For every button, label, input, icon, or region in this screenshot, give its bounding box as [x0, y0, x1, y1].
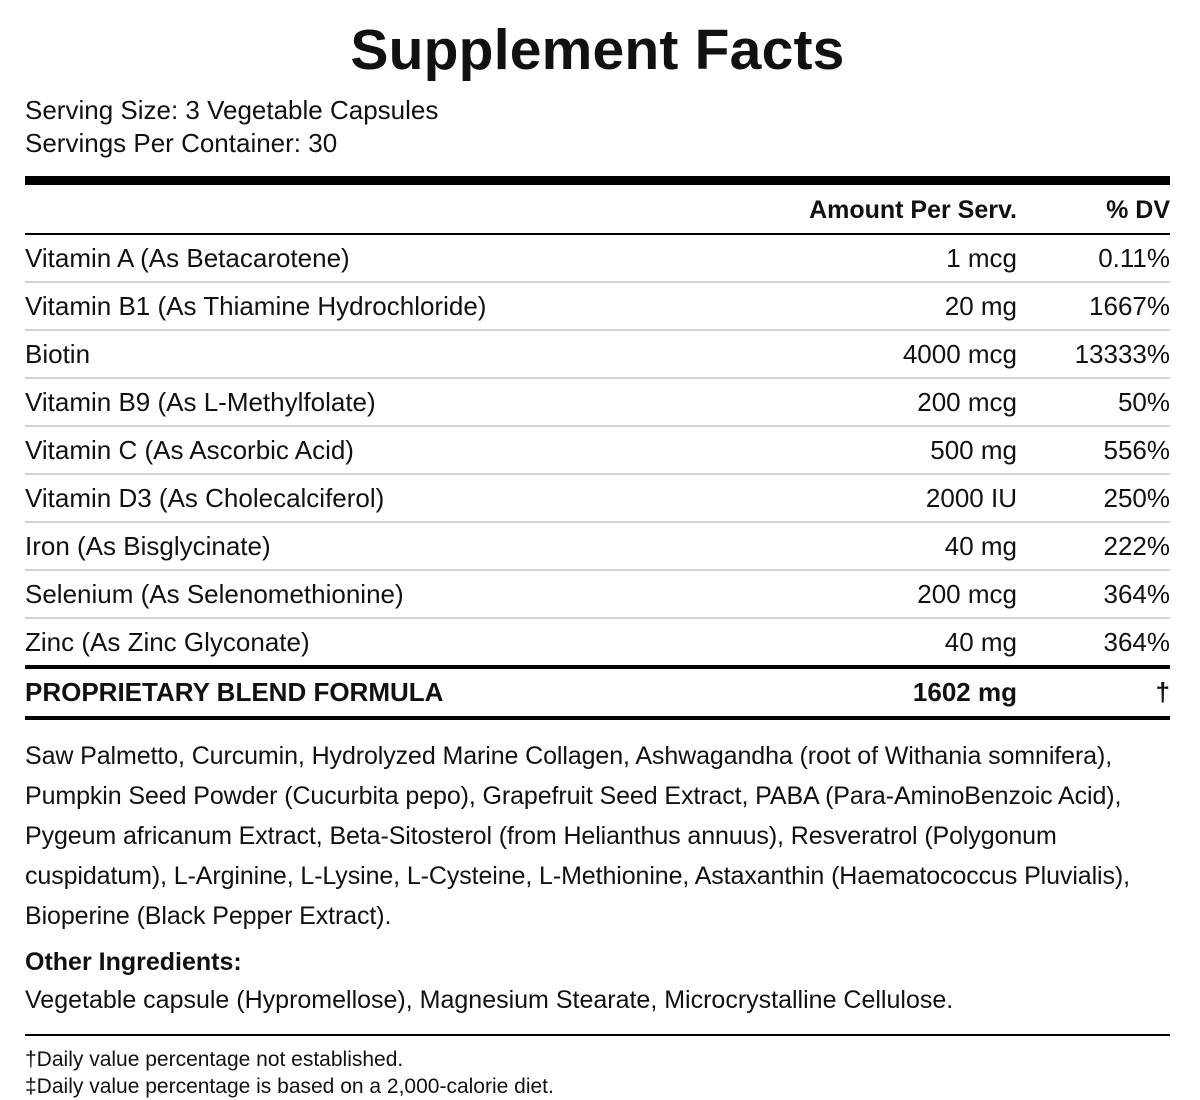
nutrient-dv: 364% — [1103, 626, 1170, 657]
column-header-row — [25, 185, 1170, 233]
nutrient-name: Selenium (As Selenomethionine) — [25, 578, 404, 609]
blend-dv: † — [1155, 677, 1170, 707]
nutrient-name: Iron (As Bisglycinate) — [25, 530, 271, 561]
nutrient-dv: 50% — [1117, 386, 1170, 417]
nutrient-dv: 250% — [1103, 482, 1170, 513]
footnote: ‡Daily value percentage is based on a 2,000-calorie diet. — [25, 1075, 554, 1098]
nutrient-amount: 4000 mcg — [902, 338, 1017, 369]
column-header-amount: Amount Per Serv. — [809, 195, 1017, 224]
blend-ingredients: Saw Palmetto, Curcumin, Hydrolyzed Marine Collagen, Ashwagandha (root of Withania somnifera), Pumpkin Seed Powder (Cucurbita pepo), Grapefruit Seed Extract, PABA (Para-AminoBenzoic Acid), Pygeum africanum Extract, Beta-Sitosterol (from Helianthus annuus), Resveratrol (Polygonum cuspidatum), L-Arginine, L-Lysine, L-Cysteine, L-Methionine, Astaxanthin (Haematococcus Pluvialis), Bioperine (Black Pepper Extract). — [25, 742, 1130, 930]
nutrient-amount: 20 mg — [944, 290, 1017, 321]
nutrient-dv: 222% — [1103, 530, 1170, 561]
nutrient-row — [25, 235, 1170, 281]
nutrient-amount: 200 mcg — [917, 386, 1017, 417]
servings-per-container: Servings Per Container: 30 — [25, 128, 338, 158]
nutrient-name: Biotin — [25, 338, 91, 369]
nutrient-name: Vitamin A (As Betacarotene) — [25, 242, 350, 273]
nutrient-dv: 1667% — [1089, 290, 1170, 321]
blend-amount: 1602 mg — [912, 677, 1017, 707]
thick-divider — [25, 176, 1170, 185]
nutrient-name: Vitamin D3 (As Cholecalciferol) — [25, 482, 385, 513]
nutrient-row — [25, 571, 1170, 617]
label-title: Supplement Facts — [350, 18, 845, 82]
column-header-dv: % DV — [1106, 195, 1170, 224]
nutrient-amount: 500 mg — [930, 434, 1017, 465]
nutrient-row — [25, 475, 1170, 521]
nutrient-name: Zinc (As Zinc Glyconate) — [25, 626, 310, 657]
nutrient-dv: 556% — [1103, 434, 1170, 465]
nutrient-row — [25, 619, 1170, 665]
nutrient-row — [25, 379, 1170, 425]
other-ingredients-text: Vegetable capsule (Hypromellose), Magnesium Stearate, Microcrystalline Cellulose. — [25, 986, 954, 1014]
serving-size: Serving Size: 3 Vegetable Capsules — [25, 95, 439, 125]
nutrient-row — [25, 283, 1170, 329]
nutrient-row — [25, 331, 1170, 377]
nutrient-row — [25, 523, 1170, 569]
supplement-facts-label — [25, 0, 1170, 1100]
nutrient-name: Vitamin C (As Ascorbic Acid) — [25, 434, 354, 465]
nutrient-amount: 40 mg — [944, 530, 1017, 561]
nutrient-row — [25, 427, 1170, 473]
footnote-divider — [25, 1034, 1170, 1036]
footnote: †Daily value percentage not established. — [25, 1048, 404, 1071]
footnotes — [25, 1046, 1170, 1100]
blend-bottom-divider — [25, 716, 1170, 720]
nutrient-name: Vitamin B9 (As L-Methylfolate) — [25, 386, 376, 417]
other-ingredients-heading: Other Ingredients: — [25, 948, 242, 976]
nutrient-amount: 2000 IU — [925, 482, 1017, 513]
blend-name: PROPRIETARY BLEND FORMULA — [25, 677, 444, 707]
nutrient-amount: 1 mcg — [946, 242, 1017, 273]
nutrient-amount: 40 mg — [944, 626, 1017, 657]
nutrient-dv: 364% — [1103, 578, 1170, 609]
serving-info — [25, 94, 1170, 160]
nutrient-name: Vitamin B1 (As Thiamine Hydrochloride) — [25, 290, 487, 321]
proprietary-blend-row — [25, 669, 1170, 716]
nutrient-dv: 13333% — [1074, 338, 1170, 369]
nutrient-amount: 200 mcg — [917, 578, 1017, 609]
nutrient-dv: 0.11% — [1098, 242, 1170, 273]
